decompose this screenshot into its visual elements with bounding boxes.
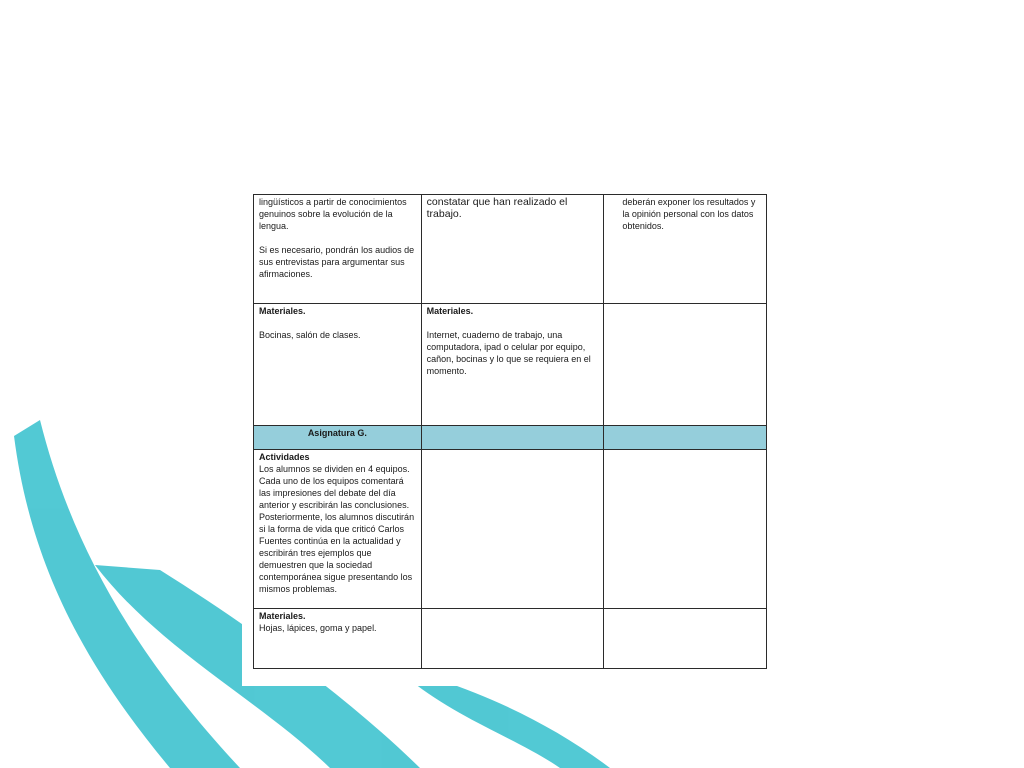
table-header-cell (254, 426, 422, 450)
table-cell (254, 304, 422, 426)
cell-title: Materiales. (259, 611, 306, 621)
section-header: Asignatura G. (307, 428, 367, 438)
table-row (254, 195, 767, 304)
table-cell (421, 450, 604, 609)
cell-text: Bocinas, salón de clases. (259, 330, 361, 340)
table-cell (421, 304, 604, 426)
table-header-cell (604, 426, 767, 450)
table-row (254, 450, 767, 609)
table-cell (254, 609, 422, 669)
cell-title: Materiales. (259, 306, 306, 316)
cell-text: Los alumnos se dividen en 4 equipos. Cada uno de los equipos comentará las impresiones del debate del día anterior y escribirán las conclusiones. Posteriormente, los alumnos discutirán si la forma de vida que criticó Carlos Fuentes continúa en la actualidad y escribirán tres ejemplos que demuestren que la sociedad contemporánea sigue presentando los mismos problemas. (259, 464, 415, 594)
table-cell (604, 195, 767, 304)
cell-title: Actividades (259, 452, 310, 462)
lesson-plan-table (253, 194, 767, 669)
cell-text: deberán exponer los resultados y la opinión personal con los datos obtenidos. (622, 197, 756, 231)
cell-title: Materiales. (426, 306, 474, 316)
cell-text: constatar que han realizado el trabajo. (426, 196, 568, 220)
decor-swoosh-right (410, 680, 610, 768)
table-cell (421, 609, 604, 669)
cell-text: lingüísticos a partir de conocimientos genuinos sobre la evolución de la lengua. (259, 197, 407, 231)
table-row (254, 426, 767, 450)
table-cell (421, 195, 604, 304)
cell-text: Hojas, lápices, goma y papel. (259, 623, 377, 633)
cell-text: Internet, cuaderno de trabajo, una computadora, ipad o celular por equipo, cañon, bocinas y lo que se requiera en el momento. (426, 330, 591, 376)
table-cell (254, 195, 422, 304)
table-cell (604, 609, 767, 669)
table-cell (604, 450, 767, 609)
table-row (254, 304, 767, 426)
table-cell (254, 450, 422, 609)
table-cell (604, 304, 767, 426)
cell-text: Si es necesario, pondrán los audios de sus entrevistas para argumentar sus afirmaciones. (259, 245, 415, 279)
table-row (254, 609, 767, 669)
table-header-cell (421, 426, 604, 450)
